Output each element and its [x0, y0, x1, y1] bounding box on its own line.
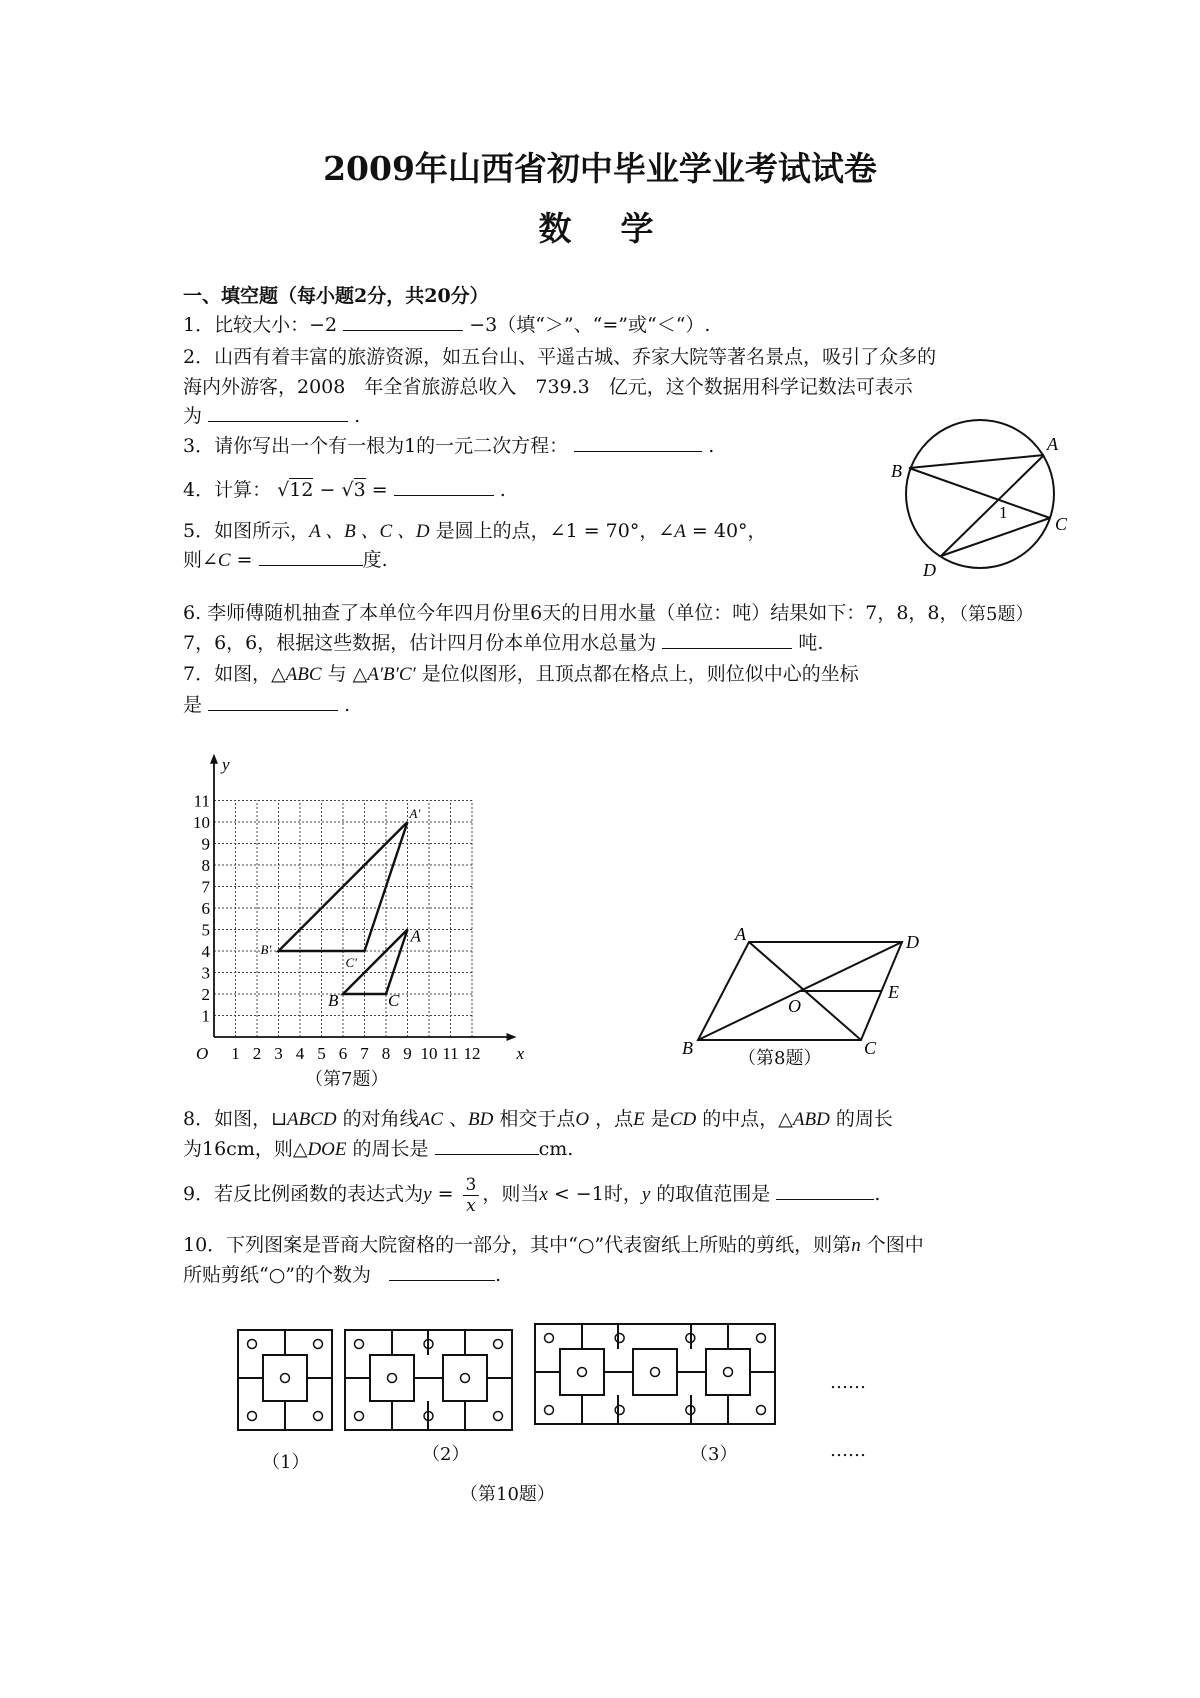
chord-BA	[909, 455, 1044, 468]
q10-text-l2a: 所贴剪纸“○”的个数为	[183, 1264, 372, 1286]
q4-text-b: .	[499, 479, 506, 501]
q8-text-e: ，点	[589, 1108, 634, 1130]
paper-cut-circle	[494, 1340, 503, 1349]
fraction-3-over-x	[463, 1175, 480, 1216]
q8-doe: DOE	[307, 1139, 347, 1160]
q5-answer-blank[interactable]	[259, 547, 363, 566]
paper-cut-circle	[578, 1368, 587, 1377]
q4-text-a: 4．计算：	[183, 479, 272, 501]
label-a: A	[410, 926, 421, 946]
q1-answer-blank[interactable]	[343, 312, 463, 331]
pattern-3-inner-square	[560, 1349, 604, 1395]
x-tick-label: 7	[360, 1044, 369, 1063]
paper-cut-circle	[355, 1412, 364, 1421]
question-5-line1	[183, 518, 767, 545]
x-tick-label: 4	[295, 1044, 305, 1063]
fig8-label-d: D	[906, 932, 919, 952]
y-tick-label: 9	[201, 834, 210, 854]
q8-bd: BD	[468, 1109, 494, 1130]
q5-unit: 度.	[362, 549, 388, 571]
y-tick-label: 1	[201, 1006, 210, 1026]
q5-angle-c: C	[217, 550, 231, 571]
y-tick-label: 6	[201, 899, 210, 918]
fig8-caption: （第8题）	[738, 1048, 822, 1069]
paper-cut-circle	[545, 1334, 554, 1343]
fig8-label-c: C	[864, 1038, 877, 1058]
q7-abc: ABC	[285, 664, 322, 685]
x-tick-label: 2	[252, 1044, 262, 1063]
sqrt-12: √12	[277, 479, 314, 501]
q8-text-b: 的对角线	[336, 1108, 419, 1130]
paper-cut-circle	[281, 1374, 290, 1383]
q6-text-a: 7，6，6，根据这些数据，估计四月份本单位用水总量为	[183, 632, 657, 654]
q8-text-l2a: 为16cm，则△	[183, 1138, 308, 1160]
q10-text-b: 个图中	[860, 1234, 924, 1256]
q1-text-b: −3（填“＞”、“=”或“＜“）.	[469, 314, 711, 336]
question-10-line2	[183, 1262, 501, 1288]
question-6-line2	[183, 630, 823, 656]
q4-minus: −	[319, 479, 342, 501]
q5-points: A 、B 、C 、D	[309, 521, 430, 542]
q2-text-a: 为	[183, 405, 203, 427]
q7-answer-blank[interactable]	[208, 692, 338, 711]
q2-answer-blank[interactable]	[208, 403, 348, 422]
pattern-3-inner-square	[633, 1349, 677, 1395]
x-tick-label: 8	[381, 1044, 391, 1063]
fig5-label-d: D	[923, 560, 936, 580]
x-tick-label: 11	[442, 1044, 459, 1063]
q8-text-c: 、	[442, 1108, 468, 1130]
q7-text-a: 7．如图，△	[183, 663, 286, 685]
q8-text-f: 是	[644, 1108, 670, 1130]
y-axis-arrow	[210, 754, 218, 764]
q8-o: O	[575, 1109, 590, 1130]
x-tick-label: 10	[420, 1044, 438, 1063]
parallelogram-symbol: ⊔	[271, 1108, 288, 1130]
q4-answer-blank[interactable]	[394, 477, 494, 496]
x-tick-label: 3	[274, 1044, 283, 1063]
q3-text-b: .	[708, 435, 715, 457]
q9-eq: =	[431, 1183, 460, 1205]
question-6-line1: 6. 李师傅随机抽查了本单位今年四月份里6天的日用水量（单位：吨）结果如下：7，8，8，	[183, 602, 959, 624]
question-2-line1: 2．山西有着丰富的旅游资源，如五台山、平遥古城、乔家大院等著名景点，吸引了众多的	[183, 346, 937, 368]
exam-title: 2009年山西省初中毕业学业考试试卷	[323, 149, 877, 188]
fig5-label-b: B	[891, 461, 902, 481]
question-2-line3	[183, 403, 360, 429]
fig5-label-c: C	[1055, 514, 1068, 534]
paper-cut-circle	[461, 1374, 470, 1383]
pattern-2-inner-square	[443, 1355, 487, 1401]
y-tick-label: 3	[201, 963, 210, 983]
y-tick-label: 7	[201, 877, 210, 897]
fig10-sub-1: （1）	[262, 1452, 310, 1473]
x-tick-label: 9	[403, 1044, 412, 1063]
q9-text-c: < −1时，	[547, 1183, 642, 1205]
fraction-numerator: 3	[463, 1175, 480, 1196]
question-7-line1	[183, 661, 859, 688]
q5-equals: =	[230, 549, 253, 571]
chord-DC	[941, 518, 1050, 556]
q8-text-l2c: cm.	[538, 1138, 574, 1160]
paper-cut-circle	[355, 1340, 364, 1349]
fig8-label-o: O	[788, 996, 801, 1016]
y-tick-label: 11	[193, 791, 210, 811]
q10-n: n	[851, 1235, 861, 1256]
question-10-line1	[183, 1232, 924, 1259]
q8-text-a: 8．如图，	[183, 1108, 272, 1130]
q10-answer-blank[interactable]	[389, 1262, 495, 1281]
q8-text-l2b: 的周长是	[346, 1138, 429, 1160]
y-tick-label: 10	[193, 813, 210, 832]
chord-AD	[941, 455, 1044, 556]
fig10-sub-2: （2）	[422, 1444, 470, 1465]
q8-ac: AC	[418, 1109, 443, 1130]
q4-equals: =	[371, 479, 388, 501]
label-c: C	[388, 991, 400, 1010]
paper-cut-circle	[248, 1340, 257, 1349]
q7-text-l2b: .	[344, 694, 351, 716]
sqrt-3-radicand: 3	[353, 479, 366, 501]
q8-text-d: 相交于点	[493, 1108, 576, 1130]
pattern-3-frame	[535, 1324, 775, 1424]
fig5-label-a: A	[1047, 434, 1058, 454]
question-8-line1	[183, 1106, 893, 1133]
question-8-line2	[183, 1136, 573, 1163]
figure-7-grid	[180, 745, 525, 1075]
figure-8-parallelogram	[680, 920, 940, 1060]
q8-answer-blank[interactable]	[435, 1136, 539, 1155]
question-7-line2	[183, 692, 350, 718]
q1-text-a: 1．比较大小：−2	[183, 314, 338, 336]
fig10-sub-3: （3）	[690, 1444, 738, 1465]
fraction-denominator: x	[466, 1195, 476, 1216]
question-4	[183, 477, 506, 503]
origin-label: O	[196, 1044, 209, 1063]
fig5-label-angle1: 1	[999, 503, 1008, 522]
subject-title: 数 学	[538, 209, 662, 248]
x-axis-label: x	[516, 1044, 525, 1063]
paper-cut-circle	[494, 1412, 503, 1421]
paper-cut-circle	[724, 1368, 733, 1377]
question-1	[183, 312, 710, 338]
fig8-label-e: E	[888, 982, 899, 1002]
paper-cut-circle	[651, 1368, 660, 1377]
q8-abd: ABD	[792, 1109, 830, 1130]
question-5-line2	[183, 547, 388, 574]
label-b: B	[328, 991, 339, 1010]
q10-text-l2b: .	[495, 1264, 502, 1286]
paper-cut-circle	[314, 1340, 323, 1349]
chord-BC	[909, 468, 1050, 518]
q7-text-l2a: 是	[183, 694, 203, 716]
fig10-ellipsis-1: ……	[830, 1372, 866, 1393]
pattern-3-inner-square	[706, 1349, 750, 1395]
x-tick-label: 5	[317, 1044, 326, 1063]
y-tick-label: 4	[201, 942, 210, 961]
q6-text-b: 吨.	[798, 632, 824, 654]
pattern-2-inner-square	[370, 1355, 414, 1401]
q9-x: x	[539, 1184, 548, 1205]
y-tick-label: 2	[201, 985, 210, 1004]
q10-text-a: 10．下列图案是晋商大院窗格的一部分，其中“○”代表窗纸上所贴的剪纸，则第	[183, 1234, 852, 1256]
fig5-caption: （第5题）	[950, 604, 1034, 625]
q8-e: E	[633, 1109, 645, 1130]
q2-text-b: .	[354, 405, 361, 427]
paper-cut-circle	[757, 1334, 766, 1343]
fig5-chords	[909, 455, 1050, 556]
q6-answer-blank[interactable]	[662, 630, 792, 649]
paper-cut-circle	[388, 1374, 397, 1383]
figure-10-window-patterns	[220, 1320, 920, 1480]
q9-y2: y	[641, 1184, 651, 1205]
question-3	[183, 433, 714, 459]
q5-text-l2a: 则∠	[183, 549, 218, 571]
paper-cut-circle	[615, 1406, 624, 1415]
label-c-prime: C′	[345, 955, 358, 970]
fig8-label-a: A	[735, 924, 746, 944]
question-2-line2: 海内外游客，2008 年全省旅游总收入 739.3 亿元，这个数据用科学记数法可表示	[183, 376, 913, 398]
q8-text-g: 的中点，△	[696, 1108, 793, 1130]
q8-cd: CD	[669, 1109, 697, 1130]
q3-text-a: 3．请你写出一个有一根为1的一元二次方程：	[183, 435, 569, 457]
x-tick-label: 12	[463, 1044, 481, 1063]
q9-text-e: .	[874, 1183, 881, 1205]
x-tick-label: 1	[231, 1044, 240, 1063]
pattern-1-inner-square	[263, 1355, 307, 1401]
q3-answer-blank[interactable]	[574, 433, 702, 452]
q8-abcd: ABCD	[287, 1109, 337, 1130]
paper-cut-circle	[314, 1412, 323, 1421]
q9-text-b: ，则当	[482, 1183, 540, 1205]
paper-cut-circle	[615, 1334, 624, 1343]
fig10-ellipsis-2: ……	[830, 1440, 866, 1461]
label-b-prime: B′	[260, 942, 272, 957]
q5-angle-a: A	[674, 521, 686, 542]
q5-text-a: 5．如图所示，	[183, 520, 310, 542]
q9-text-d: 的取值范围是	[650, 1183, 771, 1205]
q8-text-h: 的周长	[829, 1108, 893, 1130]
q7-abc-prime: A′B′C′	[367, 664, 416, 685]
q5-text-b: 是圆上的点，∠1 = 70°，∠	[429, 520, 675, 542]
q9-text-a: 9．若反比例函数的表达式为	[183, 1183, 424, 1205]
fig8-label-b: B	[682, 1038, 693, 1058]
q7-text-b: 与 △	[321, 663, 368, 685]
fig10-caption: （第10题）	[460, 1484, 555, 1505]
section-heading: 一、填空题（每小题2分，共20分）	[183, 285, 489, 307]
q9-y: y	[423, 1184, 432, 1205]
fig7-caption: （第7题）	[305, 1069, 389, 1090]
sqrt-3: √3	[341, 479, 366, 501]
q5-text-d: = 40°，	[685, 520, 767, 542]
sqrt-12-radicand: 12	[289, 479, 314, 501]
y-tick-label: 8	[201, 856, 210, 875]
paper-cut-circle	[545, 1406, 554, 1415]
label-a-prime: A′	[409, 806, 421, 821]
paper-cut-circle	[757, 1406, 766, 1415]
x-axis-arrow	[507, 1033, 517, 1041]
y-axis-label: y	[222, 754, 230, 774]
y-tick-label: 5	[201, 920, 210, 940]
question-9	[183, 1172, 880, 1217]
x-tick-label: 6	[338, 1044, 348, 1063]
q9-answer-blank[interactable]	[776, 1181, 874, 1200]
q7-text-c: 是位似图形，且顶点都在格点上，则位似中心的坐标	[415, 663, 859, 685]
paper-cut-circle	[248, 1412, 257, 1421]
figure-5-circle	[891, 410, 1095, 610]
